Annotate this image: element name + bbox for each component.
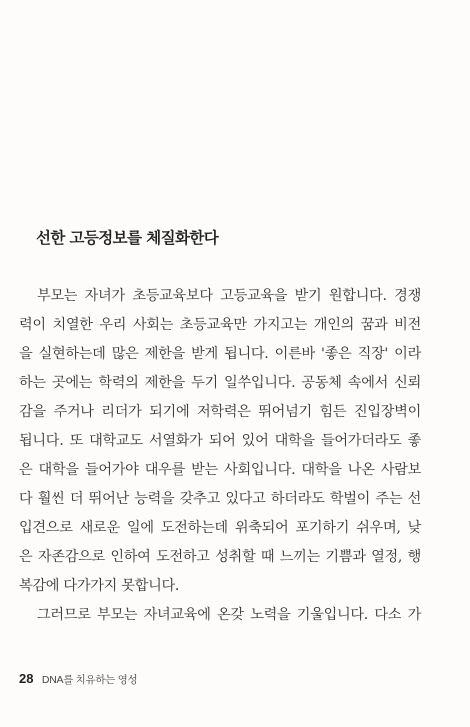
text-line: 입견으로 새로운 일에 도전하는데 위축되어 포기하기 쉬우며, 낮 [19,520,421,536]
page-footer [19,670,137,688]
text-line: 은 자존감으로 인하여 도전하고 성취할 때 느끼는 기쁨과 열정, 행 [19,549,421,565]
text-line: 다 훨씬 더 뛰어난 능력을 갖추고 있다고 하더라도 학벌이 주는 선 [19,491,421,507]
section-heading: 선한 고등정보를 체질화한다 [36,229,219,247]
text-line: 을 실현하는데 많은 제한을 받게 됩니다. 이른바 '좋은 직장' 이라 [19,346,421,362]
text-line: 감을 주거나 리더가 되기에 저학력은 뛰어넘기 힘든 진입장벽이 [19,404,421,420]
text-line: 그러므로 부모는 자녀교육에 온갖 노력을 기울입니다. 다소 가 [37,607,421,623]
text-line: 복감에 다가가지 못합니다. [19,578,180,594]
running-title: DNA를 치유하는 영성 [41,674,138,686]
text-line: 은 대학을 들어가야 대우를 받는 사회입니다. 대학을 나온 사람보 [19,462,421,478]
text-line: 됩니다. 또 대학교도 서열화가 되어 있어 대학을 들어가더라도 좋 [19,433,421,449]
text-line: 력이 치열한 우리 사회는 초등교육만 가지고는 개인의 꿈과 비전 [19,317,421,333]
text-line: 하는 곳에는 학력의 제한을 두기 일쑤입니다. 공동체 속에서 신뢰 [19,375,421,391]
page-number: 28 [19,671,34,686]
text-line: 부모는 자녀가 초등교육보다 고등교육을 받기 원합니다. 경쟁 [37,288,421,304]
